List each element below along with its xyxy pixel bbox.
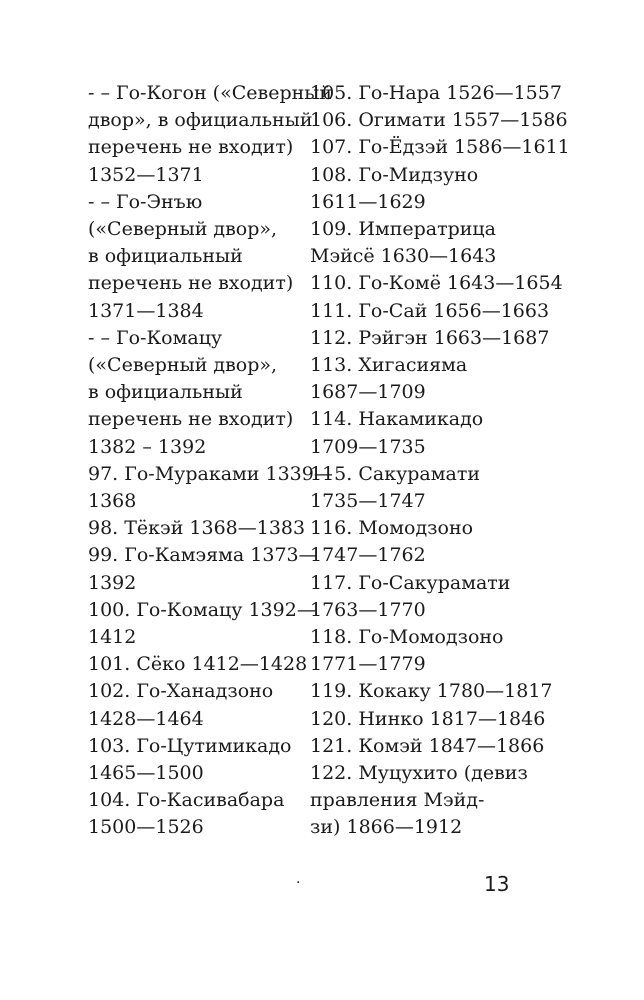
right-column <box>310 80 570 842</box>
list-entry <box>310 298 550 325</box>
entry-line: 105. Го-Нара 1526—1557 <box>310 82 562 104</box>
entry-line: 103. Го-Цутимикадо <box>88 734 292 757</box>
list-entry <box>310 80 562 107</box>
list-entry <box>310 706 550 733</box>
entry-line: - – Го-Энъю <box>88 190 203 213</box>
list-entry <box>310 406 550 460</box>
entry-line: («Северный двор», <box>88 218 278 241</box>
entry-line: 99. Го-Камэяма 1373— <box>88 544 318 567</box>
entry-line: 108. Го-Мидзуно <box>310 163 479 186</box>
entry-line: 113. Хигасияма <box>310 354 468 377</box>
entry-line: 97. Го-Мураками 1339— <box>88 462 333 485</box>
entry-line: 100. Го-Комацу 1392— <box>88 598 316 621</box>
entry-line: 98. Тёкэй 1368—1383 <box>88 517 306 540</box>
list-entry <box>88 542 318 596</box>
list-entry <box>88 325 300 461</box>
entry-line: - – Го-Когон («Северный <box>88 82 333 104</box>
entry-line: 109. Императрица <box>310 218 496 241</box>
entry-line: 106. Огимати 1557—1586 <box>310 109 568 132</box>
footer-dot: . <box>296 871 301 887</box>
entry-line: перечень не входит) <box>88 408 294 431</box>
entry-line: 112. Рэйгэн 1663—1687 <box>310 326 550 349</box>
entry-line: 1500—1526 <box>88 816 204 839</box>
entry-line: 120. Нинко 1817—1846 <box>310 707 546 730</box>
entry-line: 107. Го-Ёдзэй 1586—1611 <box>310 136 570 159</box>
list-entry <box>310 678 553 705</box>
entry-line: 122. Муцухито (девиз <box>310 762 528 785</box>
entry-line: зи) 1866—1912 <box>310 816 463 839</box>
entry-line: 115. Сакурамати <box>310 462 481 485</box>
list-entry <box>310 515 550 569</box>
entry-line: 121. Комэй 1847—1866 <box>310 734 545 757</box>
entry-line: 1368 <box>88 490 137 513</box>
entry-line: 116. Момодзоно <box>310 517 474 540</box>
list-entry <box>88 515 306 542</box>
entry-line: 1735—1747 <box>310 490 426 513</box>
entry-line: 1465—1500 <box>88 762 204 785</box>
list-entry <box>310 352 550 406</box>
list-entry <box>310 162 550 216</box>
entry-line: 119. Кокаку 1780—1817 <box>310 680 553 703</box>
entry-line: 111. Го-Сай 1656—1663 <box>310 299 550 322</box>
list-entry <box>88 461 333 515</box>
entry-line: - – Го-Комацу <box>88 326 223 349</box>
entry-line: 1382 – 1392 <box>88 435 207 458</box>
entry-line: 1371—1384 <box>88 299 204 322</box>
list-entry <box>88 733 300 787</box>
entry-line: в официальный <box>88 245 243 268</box>
list-entry <box>88 189 300 325</box>
entry-line: 117. Го-Сакурамати <box>310 571 511 594</box>
list-entry <box>88 651 308 678</box>
list-entry <box>310 461 550 515</box>
list-entry <box>310 216 550 270</box>
entry-line: правления Мэйд- <box>310 789 485 812</box>
entry-line: 1747—1762 <box>310 544 426 567</box>
entry-line: в официальный <box>88 381 243 404</box>
entry-line: 1771—1779 <box>310 653 426 676</box>
entry-line: 118. Го-Момодзоно <box>310 626 504 649</box>
entry-line: 104. Го-Касивабара <box>88 789 285 812</box>
entry-line: Мэйсё 1630—1643 <box>310 245 497 268</box>
entry-line: 1687—1709 <box>310 381 426 404</box>
entry-line: 114. Накамикадо <box>310 408 484 431</box>
list-entry <box>310 107 568 134</box>
list-entry <box>88 80 333 189</box>
list-entry <box>88 678 300 732</box>
entry-line: 1392 <box>88 571 137 594</box>
entry-line: 1611—1629 <box>310 190 426 213</box>
list-entry <box>310 270 563 297</box>
list-entry <box>88 597 316 651</box>
list-entry <box>310 134 570 161</box>
entry-line: 101. Сёко 1412—1428 <box>88 653 308 676</box>
left-column <box>88 80 333 842</box>
list-entry <box>88 787 300 841</box>
entry-line: 110. Го-Комё 1643—1654 <box>310 272 563 295</box>
entry-line: перечень не входит) <box>88 136 294 159</box>
entry-line: 1352—1371 <box>88 163 204 186</box>
list-entry <box>310 624 550 678</box>
entry-line: 1709—1735 <box>310 435 426 458</box>
list-entry <box>310 760 550 842</box>
page-number: 13 <box>484 872 510 896</box>
list-entry <box>310 570 550 624</box>
entry-line: перечень не входит) <box>88 272 294 295</box>
list-entry <box>310 733 550 760</box>
entry-line: 102. Го-Ханадзоно <box>88 680 274 703</box>
entry-line: 1412 <box>88 626 137 649</box>
entry-line: двор», в официальный <box>88 109 313 132</box>
entry-line: 1428—1464 <box>88 707 204 730</box>
entry-line: 1763—1770 <box>310 598 426 621</box>
entry-line: («Северный двор», <box>88 354 278 377</box>
list-entry <box>310 325 550 352</box>
